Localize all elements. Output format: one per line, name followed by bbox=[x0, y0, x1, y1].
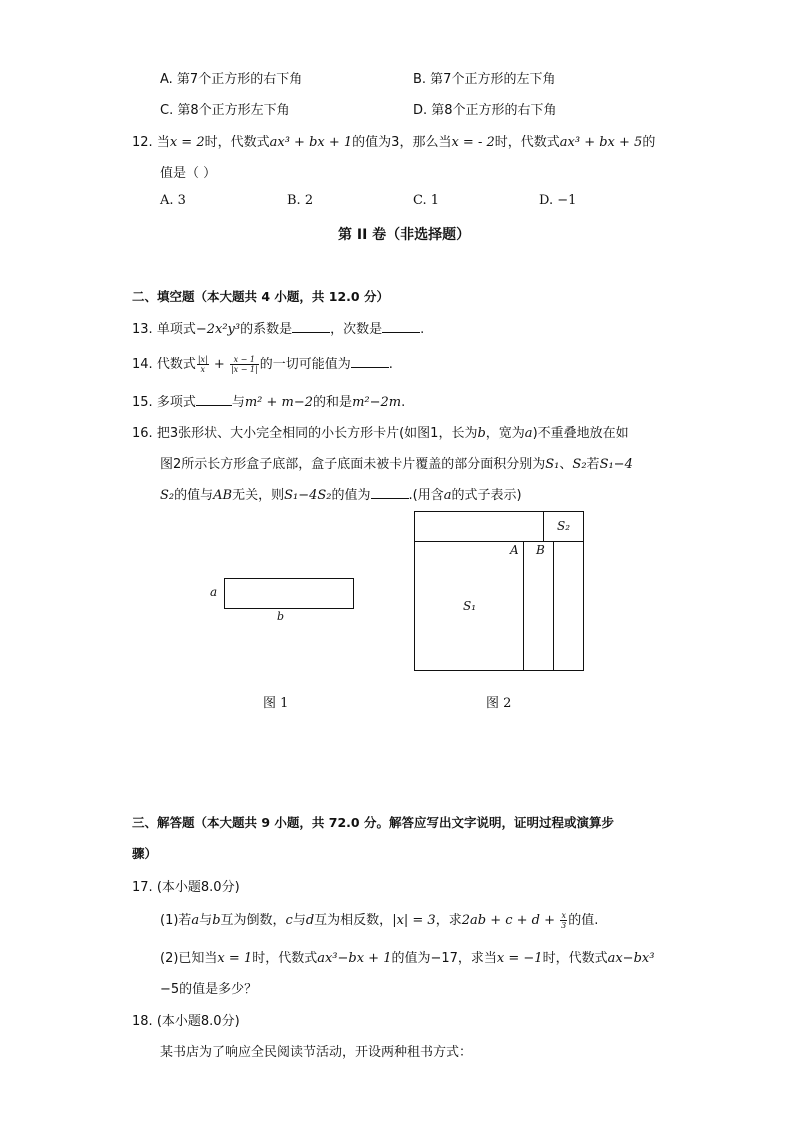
q16-line3 bbox=[160, 484, 522, 503]
q16-math: S₂ bbox=[572, 457, 587, 472]
q16-text: )不重叠地放在如 bbox=[532, 426, 629, 441]
section3-title-line1: 三、解答题（本大题共 9 小题，共 72.0 分。解答应写出文字说明，证明过程或演算步 bbox=[132, 815, 614, 830]
q16-text: ，宽为 bbox=[485, 426, 525, 441]
q14-fraction-2 bbox=[230, 355, 259, 374]
q17-text: 互为相反数， bbox=[314, 913, 393, 928]
q16-line2 bbox=[160, 453, 633, 472]
q12-option-a: A. 3 bbox=[160, 193, 186, 208]
q17-fraction-numerator: x bbox=[561, 911, 566, 920]
q16-blank[interactable] bbox=[371, 487, 409, 499]
q16-text: 若 bbox=[586, 457, 600, 472]
q13-number: 13. bbox=[132, 322, 153, 337]
q17-part2-line2: −5的值是多少？ bbox=[160, 982, 258, 997]
q17-math: |x| = 3 bbox=[392, 913, 436, 928]
q17-score: (本小题8.0分) bbox=[156, 880, 240, 895]
q12-option-d: D. −1 bbox=[539, 193, 577, 208]
fig2-label-s2: S₂ bbox=[557, 519, 571, 533]
q17-text: 时，代数式 bbox=[252, 951, 318, 966]
q12-text: 的值为3，那么当 bbox=[352, 135, 452, 150]
q17-text: (2)已知当 bbox=[160, 951, 218, 966]
q12-text: 时，代数式 bbox=[204, 135, 270, 150]
q16-text: 的值与 bbox=[174, 488, 214, 503]
q16-math: S₁−4S₂ bbox=[284, 488, 332, 503]
q13 bbox=[132, 318, 424, 337]
q16-math: S₁−4 bbox=[599, 457, 633, 472]
q12-math: ax³ + bx + 1 bbox=[269, 135, 353, 150]
fig2-label-b: B bbox=[536, 543, 545, 557]
q17-math: x = −1 bbox=[496, 951, 543, 966]
q12-option-c: C. 1 bbox=[413, 193, 440, 208]
q14-number: 14. bbox=[132, 357, 153, 372]
q12-line1 bbox=[132, 131, 655, 150]
q14-fraction-denominator: |x − 1| bbox=[230, 365, 258, 374]
q12-math: x = 2 bbox=[169, 135, 205, 150]
q17-part2-line1 bbox=[160, 947, 654, 966]
q16-text: 的值为 bbox=[331, 488, 371, 503]
q13-blank-coefficient[interactable] bbox=[292, 321, 330, 333]
q17-text: 与 bbox=[199, 913, 213, 928]
q15-text: 多项式 bbox=[156, 395, 196, 410]
q14-blank[interactable] bbox=[351, 356, 389, 368]
q18-score: (本小题8.0分) bbox=[156, 1014, 240, 1029]
q17-text: 与 bbox=[292, 913, 306, 928]
q17-math: a bbox=[191, 913, 200, 928]
q16-text: 图2所示长方形盒子底部，盒子底面未被卡片覆盖的部分面积分别为 bbox=[160, 457, 546, 472]
section2-title: 二、填空题（本大题共 4 小题，共 12.0 分） bbox=[132, 289, 389, 304]
q13-blank-degree[interactable] bbox=[382, 321, 420, 333]
q17-text: 时，代数式 bbox=[542, 951, 608, 966]
q11-option-d: D. 第8个正方形的右下角 bbox=[413, 103, 557, 118]
q17-text: ，求 bbox=[435, 913, 462, 928]
q16-math: S₂ bbox=[160, 488, 175, 503]
fig2-box-outline bbox=[414, 511, 584, 671]
q12-option-b: B. 2 bbox=[287, 193, 314, 208]
q12-text: 的 bbox=[642, 135, 656, 150]
q15 bbox=[132, 391, 405, 410]
fig2-horizontal-divider bbox=[414, 541, 584, 542]
q17-fraction-denominator: 3 bbox=[561, 921, 567, 930]
q12-text: 时，代数式 bbox=[494, 135, 560, 150]
q12-math: ax³ + bx + 5 bbox=[559, 135, 643, 150]
q16-text: 、 bbox=[559, 457, 573, 472]
q15-math: m²−2m bbox=[352, 395, 402, 410]
q17-part1 bbox=[160, 909, 598, 930]
fig2-card-divider-b bbox=[553, 541, 554, 671]
q16-math: a bbox=[524, 426, 533, 441]
q11-option-b: B. 第7个正方形的左下角 bbox=[413, 72, 556, 87]
fig1-caption: 图 1 bbox=[263, 696, 289, 711]
q15-number: 15. bbox=[132, 395, 153, 410]
q14-fraction-numerator: x − 1 bbox=[230, 355, 259, 365]
q17-math: ax³−bx + 1 bbox=[317, 951, 392, 966]
q17-math: 2ab + c + d + bbox=[461, 913, 556, 928]
q11-option-c: C. 第8个正方形左下角 bbox=[160, 103, 290, 118]
q16-math: S₁ bbox=[545, 457, 560, 472]
q18-text: 某书店为了响应全民阅读节活动，开设两种租书方式： bbox=[160, 1045, 473, 1060]
q16-math: AB bbox=[213, 488, 233, 503]
q15-blank[interactable] bbox=[196, 394, 232, 406]
q13-text: . bbox=[420, 322, 425, 337]
fig1-card-rectangle bbox=[224, 578, 354, 609]
q15-math: m² + m−2 bbox=[244, 395, 314, 410]
q11-option-a: A. 第7个正方形的右下角 bbox=[160, 72, 303, 87]
part2-title: 第 II 卷（非选择题） bbox=[338, 227, 471, 243]
q13-math: −2x²y³ bbox=[195, 322, 241, 337]
fig2-card-divider-a bbox=[523, 541, 524, 671]
q16-text: 的式子表示) bbox=[451, 488, 522, 503]
q12-number: 12. bbox=[132, 135, 153, 150]
q17-header bbox=[132, 876, 240, 895]
fig2-label-s1: S₁ bbox=[463, 599, 477, 613]
q15-text: . bbox=[401, 395, 406, 410]
q16-text: 无关，则 bbox=[232, 488, 285, 503]
q17-number: 17. bbox=[132, 880, 153, 895]
q14-text: 代数式 bbox=[156, 357, 196, 372]
q17-text: 的值. bbox=[568, 913, 599, 928]
q17-text: 的值为−17，求当 bbox=[391, 951, 497, 966]
q17-math: d bbox=[305, 913, 315, 928]
q17-math: ax−bx³ bbox=[607, 951, 655, 966]
q14-text: . bbox=[388, 357, 393, 372]
q17-text: (1)若 bbox=[160, 913, 192, 928]
fig1-label-a: a bbox=[210, 585, 218, 599]
q18-header bbox=[132, 1010, 240, 1029]
q13-text: ，次数是 bbox=[330, 322, 383, 337]
q13-text: 单项式 bbox=[156, 322, 196, 337]
q16-number: 16. bbox=[132, 426, 153, 441]
q16-text: 把3张形状、大小完全相同的小长方形卡片(如图1，长为 bbox=[156, 426, 478, 441]
fig2-caption: 图 2 bbox=[486, 696, 512, 711]
q16-text: .(用含 bbox=[408, 488, 444, 503]
fig1-label-b: b bbox=[277, 610, 285, 623]
q18-number: 18. bbox=[132, 1014, 153, 1029]
q16-math: b bbox=[477, 426, 486, 441]
q14 bbox=[132, 353, 393, 374]
section3-title-line2: 骤） bbox=[132, 846, 158, 861]
q17-math: b bbox=[212, 913, 221, 928]
q13-text: 的系数是 bbox=[240, 322, 293, 337]
q16-math: a bbox=[443, 488, 452, 503]
q17-math: x = 1 bbox=[217, 951, 253, 966]
q14-text: 的一切可能值为 bbox=[259, 357, 351, 372]
q12-line2: 值是（ ） bbox=[160, 166, 217, 181]
fig2-label-a: A bbox=[510, 543, 519, 557]
fig2-s2-divider bbox=[543, 511, 544, 542]
q12-math: x = - 2 bbox=[451, 135, 495, 150]
q14-fraction-numerator: |x| bbox=[197, 355, 208, 364]
q17-math: c bbox=[285, 913, 293, 928]
q12-text: 当 bbox=[156, 135, 170, 150]
q14-plus: + bbox=[213, 357, 225, 372]
q15-text: 的和是 bbox=[313, 395, 353, 410]
q14-fraction-1 bbox=[197, 355, 209, 374]
q14-fraction-denominator: x bbox=[200, 365, 206, 374]
q15-text: 与 bbox=[231, 395, 245, 410]
q16-line1 bbox=[132, 422, 629, 441]
q17-text: 互为倒数， bbox=[220, 913, 286, 928]
q17-fraction bbox=[560, 911, 567, 930]
